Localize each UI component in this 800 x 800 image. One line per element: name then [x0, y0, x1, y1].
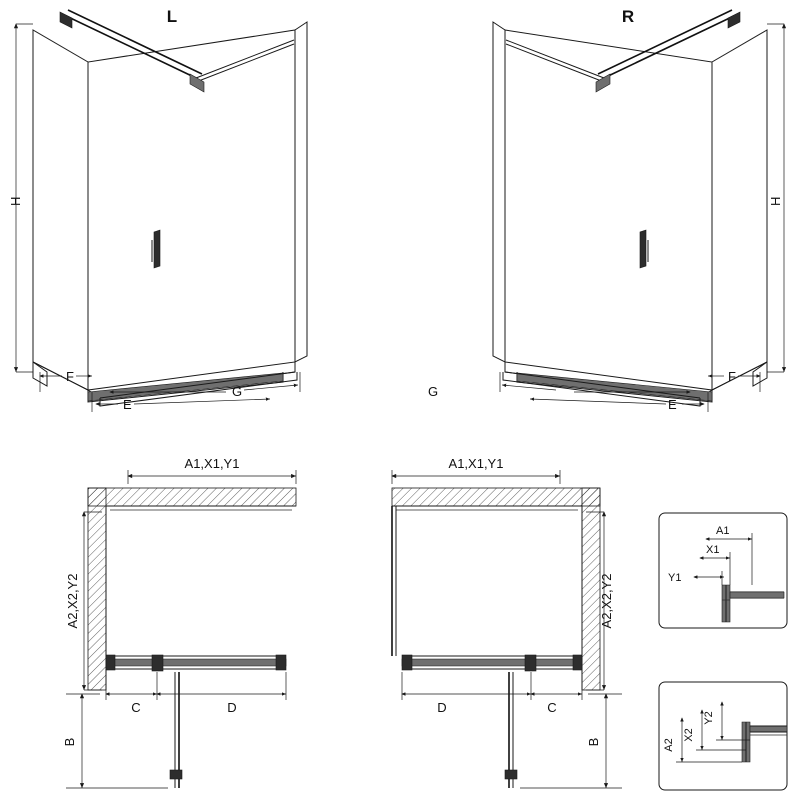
iso-right-label-h: H [768, 196, 783, 206]
plan-left-dim-a2: A2,X2,Y2 [65, 573, 80, 629]
plan-left-wall-left [88, 488, 106, 690]
iso-left-label-f: F [66, 369, 74, 384]
iso-view-right [428, 7, 784, 412]
plan-right-dim-a2: A2,X2,Y2 [599, 573, 614, 629]
plan-right-dim-c: C [547, 700, 557, 715]
detail-box-bottom [659, 682, 787, 790]
detail-top-label-x1: X1 [706, 544, 720, 556]
plan-left-dim-b: B [62, 737, 77, 747]
plan-view-left [62, 456, 296, 788]
detail-bottom-label-y2: Y2 [703, 711, 715, 725]
plan-right-wall-right [582, 488, 600, 690]
detail-bottom-label-x2: X2 [683, 728, 695, 742]
plan-right-front-rail [402, 659, 582, 666]
plan-left-wall-top [88, 488, 296, 506]
plan-right-dim-d: D [437, 700, 447, 715]
plan-left-front-rail [106, 659, 286, 666]
iso-left-label-h: H [8, 196, 23, 206]
iso-right-label-g: G [428, 384, 439, 399]
detail-box-top [659, 513, 787, 628]
iso-left-title: L [166, 7, 178, 26]
plan-right-dim-a1: A1,X1,Y1 [448, 456, 504, 471]
iso-right-label-f: F [728, 369, 736, 384]
iso-left-label-g: G [232, 384, 243, 399]
plan-view-right [392, 456, 622, 788]
plan-right-wall-top [392, 488, 600, 506]
detail-top-label-y1: Y1 [668, 572, 682, 584]
plan-left-dim-a1: A1,X1,Y1 [184, 456, 240, 471]
iso-left-label-e: E [123, 397, 132, 412]
iso-right-label-e: E [668, 397, 677, 412]
detail-top-label-a1: A1 [716, 525, 730, 537]
detail-bottom-label-a2: A2 [663, 738, 675, 752]
iso-right-title: R [621, 7, 635, 26]
plan-left-dim-c: C [131, 700, 141, 715]
plan-right-dim-b: B [586, 737, 601, 747]
plan-left-dim-d: D [227, 700, 237, 715]
iso-view-left [8, 7, 307, 412]
